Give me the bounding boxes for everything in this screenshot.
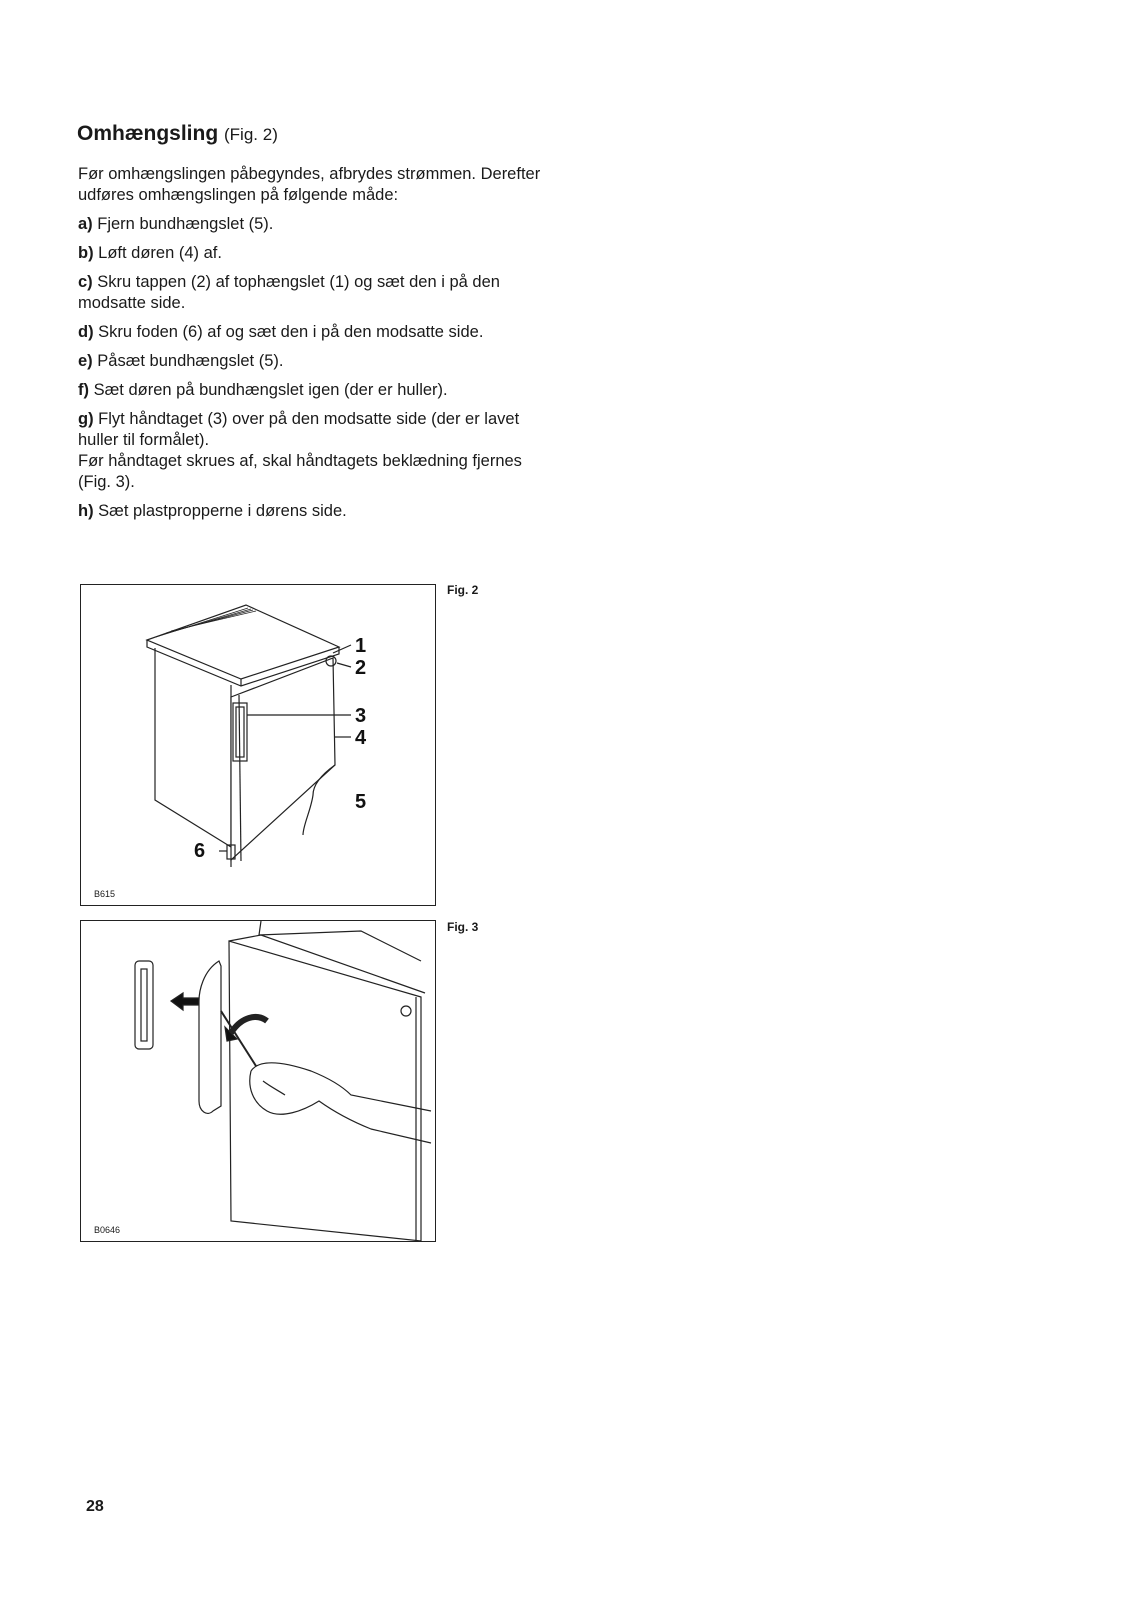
step-label: h) <box>78 502 94 520</box>
callout-6: 6 <box>194 840 206 862</box>
step-text: Påsæt bundhængslet (5). <box>97 352 284 370</box>
step-text: Fjern bundhængslet (5). <box>97 215 274 233</box>
step-h <box>78 501 548 522</box>
step-text: Skru foden (6) af og sæt den i på den modsatte side. <box>98 323 484 341</box>
handle-removal-illustration <box>81 921 435 1241</box>
figure-2-frame <box>80 584 436 906</box>
callout-3: 3 <box>355 705 367 727</box>
heading-figure-reference: (Fig. 2) <box>224 125 278 144</box>
step-b <box>78 243 548 264</box>
step-label: b) <box>78 244 94 262</box>
instructions-text <box>78 164 548 530</box>
step-g <box>78 409 548 451</box>
step-d <box>78 322 548 343</box>
step-text: Skru tappen (2) af tophængslet (1) og sæt den i på den modsatte side. <box>78 273 500 312</box>
step-text: Sæt plastpropperne i dørens side. <box>98 502 347 520</box>
refrigerator-hinge-illustration <box>81 585 435 905</box>
section-heading <box>77 122 278 146</box>
page-number: 28 <box>86 1498 104 1515</box>
step-text: Sæt døren på bundhængslet igen (der er huller). <box>93 381 448 399</box>
step-f <box>78 380 548 401</box>
step-label: a) <box>78 215 93 233</box>
step-label: c) <box>78 273 93 291</box>
callout-1: 1 <box>355 635 367 657</box>
step-label: e) <box>78 352 93 370</box>
step-text: Flyt håndtaget (3) over på den modsatte side (der er lavet huller til formålet). <box>78 410 520 449</box>
step-a <box>78 214 548 235</box>
callout-5: 5 <box>355 791 367 813</box>
step-text: Løft døren (4) af. <box>98 244 222 262</box>
figure-2-code: B615 <box>94 889 116 899</box>
step-c <box>78 272 548 314</box>
figure-3-frame <box>80 920 436 1242</box>
figure-3-label: Fig. 3 <box>447 920 479 934</box>
step-label: d) <box>78 323 94 341</box>
step-label: f) <box>78 381 89 399</box>
callout-4: 4 <box>355 727 367 749</box>
intro-paragraph: Før omhængslingen påbegyndes, afbrydes strømmen. Derefter udføres omhængslingen på følgende måde: <box>78 165 541 204</box>
step-g-note: Før håndtaget skrues af, skal håndtagets beklædning fjernes (Fig. 3). <box>78 452 522 491</box>
heading-title: Omhængsling <box>77 122 219 145</box>
step-label: g) <box>78 410 94 428</box>
figure-3-code: B0646 <box>94 1225 121 1235</box>
callout-2: 2 <box>355 657 367 679</box>
figure-2-label: Fig. 2 <box>447 583 479 597</box>
step-e <box>78 351 548 372</box>
